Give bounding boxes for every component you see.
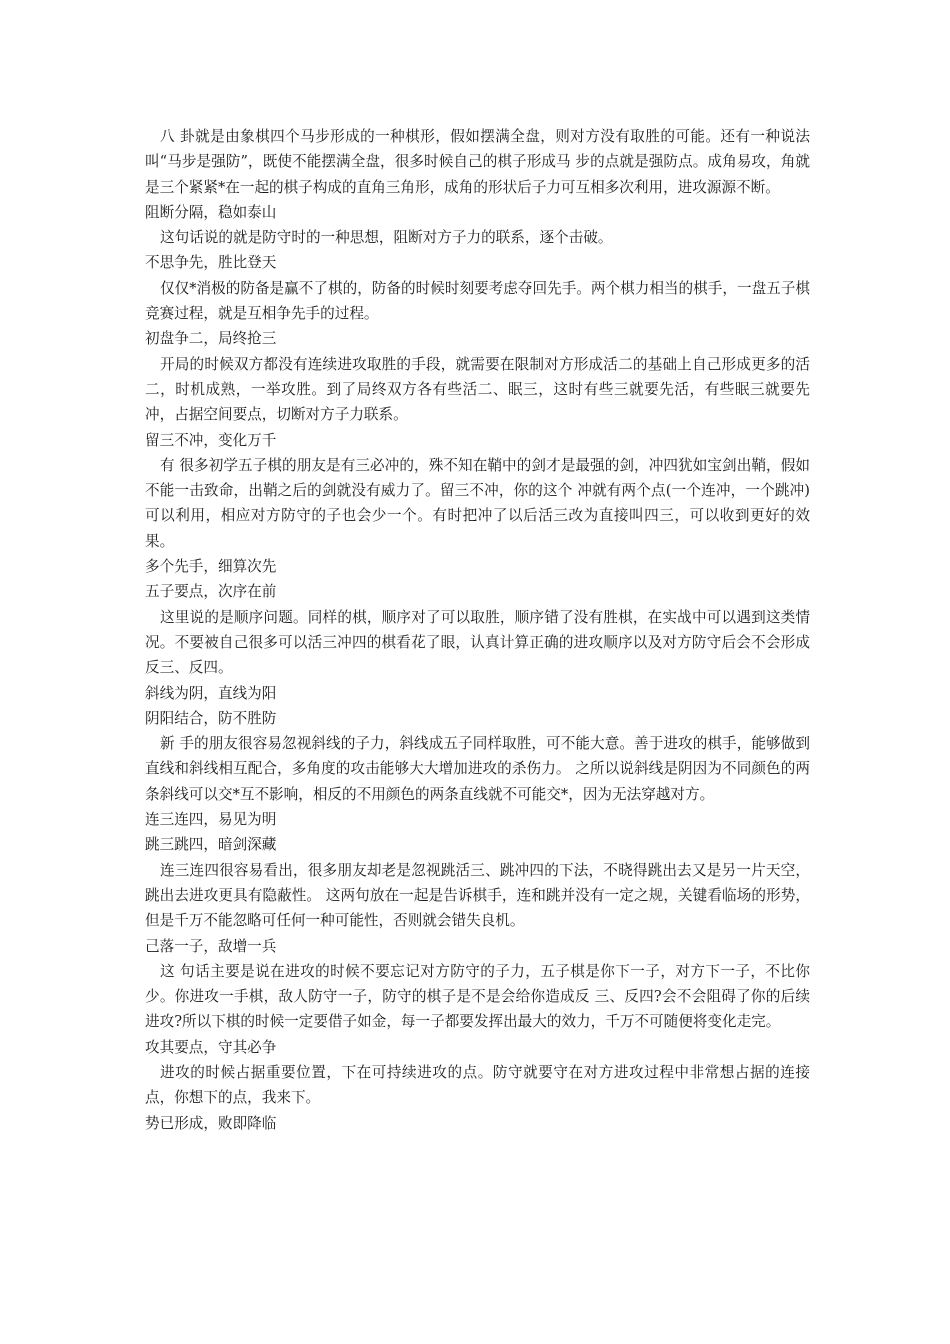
section-heading: 攻其要点，守其必争 (145, 1038, 277, 1056)
paragraph: 开局的时候双方都没有连续进攻取胜的手段，就需要在限制对方形成活二的基础上自己形成更多的活二，时机成熟，一举攻胜。到了局终双方各有些活二、眠三，这时有些三就要先活，有些眠三就要先冲，占据空间要点，切断对方子力联系。 (145, 355, 810, 424)
section-heading: 多个先手，细算次先 (145, 558, 277, 576)
paragraph: 进攻的时候占据重要位置，下在可持续进攻的点。防守就要守在对方进攻过程中非常想占据的连接点，你想下的点，我来下。 (145, 1063, 810, 1107)
paragraph: 有 很多初学五子棋的朋友是有三必冲的，殊不知在鞘中的剑才是最强的剑，冲四犹如宝剑出鞘，假如不能一击致命，出鞘之后的剑就没有威力了。留三不冲，你的这个 冲就有两个点(一个连冲，一个跳冲)可以利用，相应对方防守的子也会少一个。有时把冲了以后活三改为直接叫四三，可以收到更好的效果。 (145, 456, 810, 550)
section-heading: 不思争先，胜比登天 (145, 254, 277, 272)
section-heading: 斜线为阴，直线为阳 (145, 684, 277, 702)
section-heading: 己落一子，敌增一兵 (145, 937, 277, 955)
paragraph: 这 句话主要是说在进攻的时候不要忘记对方防守的子力，五子棋是你下一子，对方下一子，不比你少。你进攻一手棋，敌人防守一子，防守的棋子是不是会给你造成反 三、反四?会不会阻碍了你的后续进攻?所以下棋的时候一定要借子如金，每一子都要发挥出最大的效力，千万不可随便将变化走完。 (145, 962, 810, 1031)
paragraph: 仅仅*消极的防备是赢不了棋的，防备的时候时刻要考虑夺回先手。两个棋力相当的棋手，一盘五子棋竞赛过程，就是互相争先手的过程。 (145, 279, 810, 323)
paragraph: 这句话说的就是防守时的一种思想，阻断对方子力的联系，逐个击破。 (160, 229, 613, 247)
section-heading: 势已形成，败即降临 (145, 1114, 277, 1132)
paragraph: 八 卦就是由象棋四个马步形成的一种棋形，假如摆满全盘，则对方没有取胜的可能。还有一种说法叫“马步是强防”，既使不能摆满全盘，很多时候自己的棋子形成马 步的点就是强防点。成角易攻，角就是三个紧紧*在一起的棋子构成的直角三角形，成角的形状后子力可互相多次利用，进攻源源不断。 (145, 128, 810, 196)
section-heading: 初盘争二，局终抢三 (145, 330, 277, 348)
section-heading: 跳三跳四，暗剑深藏 (145, 836, 277, 854)
document-body (145, 124, 810, 1136)
paragraph: 连三连四很容易看出，很多朋友却老是忽视跳活三、跳冲四的下法，不晓得跳出去又是另一片天空，跳出去进攻更具有隐蔽性。 这两句放在一起是告诉棋手，连和跳并没有一定之规，关键看临场的形势，但是千万不能忽略可任何一种可能性，否则就会错失良机。 (145, 861, 810, 930)
section-heading: 阻断分隔，稳如泰山 (145, 203, 277, 221)
paragraph: 这里说的是顺序问题。同样的棋，顺序对了可以取胜，顺序错了没有胜棋，在实战中可以遇到这类情况。不要被自己很多可以活三冲四的棋看花了眼，认真计算正确的进攻顺序以及对方防守后会不会形成反三、反四。 (145, 608, 810, 677)
section-heading: 连三连四，易见为明 (145, 811, 277, 829)
paragraph: 新 手的朋友很容易忽视斜线的子力，斜线成五子同样取胜，可不能大意。善于进攻的棋手，能够做到直线和斜线相互配合，多角度的攻击能够大大增加进攻的杀伤力。 之所以说斜线是阴因为不同颜色的两条斜线可以交*互不影响，相反的不用颜色的两条直线就不可能交*，因为无法穿越对方。 (145, 735, 810, 803)
section-heading: 阴阳结合，防不胜防 (145, 709, 277, 727)
section-heading: 留三不冲，变化万千 (145, 431, 277, 449)
section-heading: 五子要点，次序在前 (145, 583, 277, 601)
